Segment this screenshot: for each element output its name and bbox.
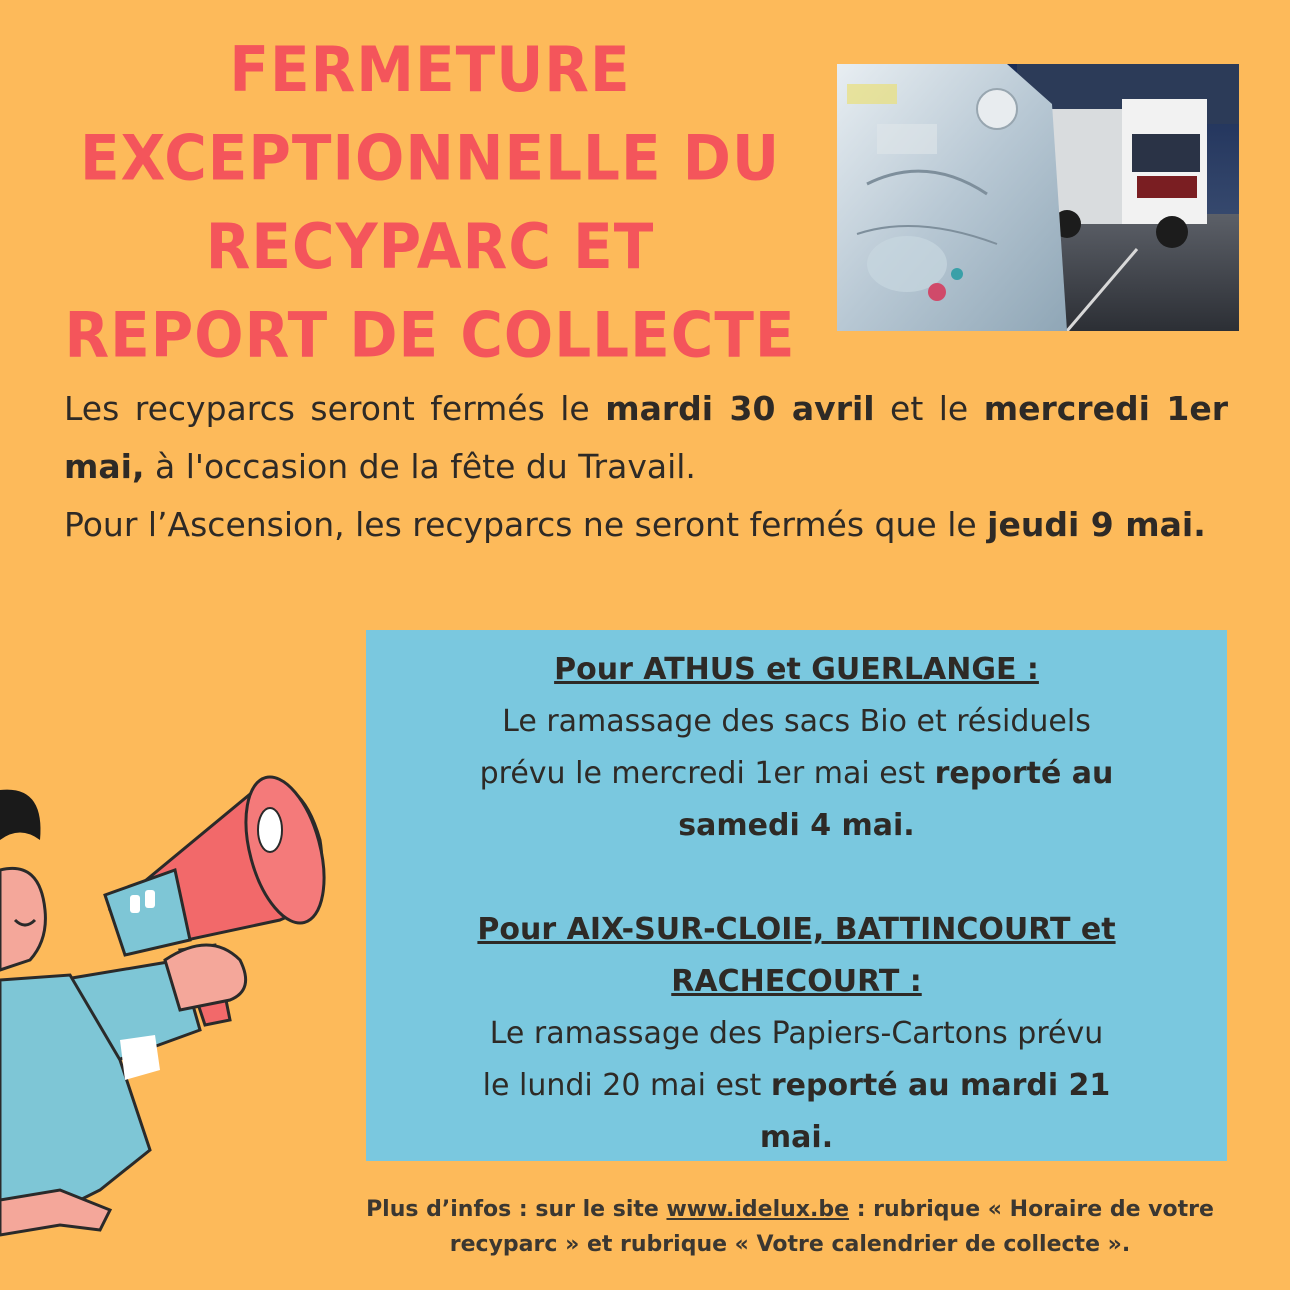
footer-text: Plus d’infos : sur le site bbox=[366, 1197, 667, 1222]
footer-info bbox=[300, 1192, 1280, 1262]
waste-truck-photo bbox=[837, 64, 1239, 331]
section-heading-aix-2: RACHECOURT : bbox=[671, 964, 922, 999]
section-heading-aix: Pour AIX-SUR-CLOIE, BATTINCOURT et bbox=[477, 912, 1116, 947]
intro-text: Pour l’Ascension, les recyparcs ne seront fermés que le bbox=[64, 505, 988, 544]
title-line-1: FERMETURE bbox=[229, 32, 631, 106]
section-text bbox=[366, 1060, 1227, 1112]
intro-date-1: mardi 30 avril bbox=[605, 389, 875, 428]
section-text bbox=[366, 748, 1227, 800]
footer-text: : rubrique « Horaire de votre bbox=[849, 1197, 1214, 1222]
collection-info-box bbox=[366, 630, 1227, 1161]
intro-text: Les recyparcs seront fermés le bbox=[64, 389, 606, 428]
page-title bbox=[30, 25, 830, 379]
intro-paragraph bbox=[64, 380, 1228, 554]
intro-text: à l'occasion de la fête du Travail. bbox=[144, 447, 696, 486]
section-heading-athus: Pour ATHUS et GUERLANGE : bbox=[554, 652, 1039, 687]
footer-text: recyparc » et rubrique « Votre calendrier de collecte ». bbox=[449, 1232, 1131, 1257]
title-line-4: REPORT DE COLLECTE bbox=[64, 298, 796, 372]
section-text-bold: reporté au mardi 21 bbox=[770, 1068, 1111, 1103]
section-text-part: prévu le mercredi 1er mai est bbox=[479, 756, 935, 791]
section-text-part: le lundi 20 mai est bbox=[482, 1068, 771, 1103]
photo-illustration bbox=[837, 64, 1239, 331]
section-text-bold: reporté au bbox=[934, 756, 1114, 791]
section-text-bold: mai. bbox=[759, 1120, 834, 1155]
intro-text: et le bbox=[874, 389, 984, 428]
section-text: Le ramassage des Papiers-Cartons prévu bbox=[489, 1016, 1104, 1051]
website-link[interactable]: www.idelux.be bbox=[666, 1197, 850, 1222]
title-line-2: EXCEPTIONNELLE DU bbox=[79, 120, 781, 195]
intro-date-3: jeudi 9 mai. bbox=[987, 505, 1206, 544]
section-text bbox=[366, 800, 1227, 852]
title-line-3: RECYPARC ET bbox=[205, 209, 655, 283]
intro-date-2: mercredi 1er mai, bbox=[64, 389, 1228, 486]
section-text-bold: samedi 4 mai. bbox=[678, 808, 915, 843]
section-text bbox=[366, 1112, 1227, 1164]
section-text: Le ramassage des sacs Bio et résiduels bbox=[502, 704, 1091, 739]
